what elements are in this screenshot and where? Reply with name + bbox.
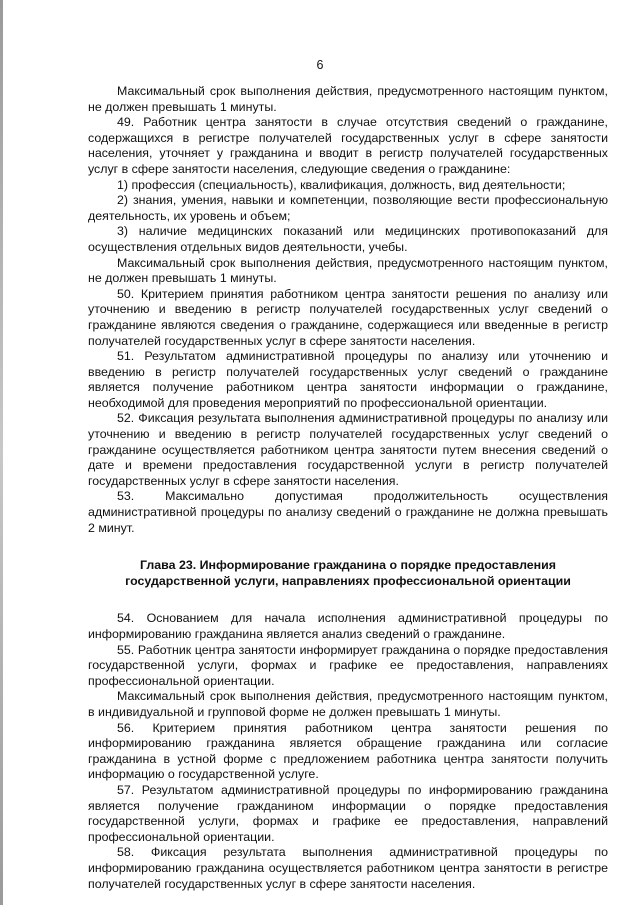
paragraph-52: 52. Фиксация результата выполнения административной процедуры по анализу или уточнению и введению в регистр получателей государственных услуг сведений о гражданине осуществляется работником центра занятости путем внесения сведений о дате и времени предоставления государственной услуги в регистр получателей государственных услуг в сфере занятости населения. — [88, 411, 608, 488]
chapter-heading — [88, 558, 608, 589]
paragraph-53: 53. Максимально допустимая продолжительность осуществления административной процедуры по анализу сведений о гражданине не должна превышать 2 минут. — [88, 489, 608, 535]
paragraph-50: 50. Критерием принятия работником центра занятости решения по анализу или уточнению и введению в регистр получателей государственных услуг сведений о гражданине являются сведения о гражданине, содержащиеся или введенные в регистр получателей государственных услуг в сфере занятости населения. — [88, 286, 608, 348]
list-item-1: 1) профессия (специальность), квалификация, должность, вид деятельности; — [117, 177, 566, 192]
paragraph: Максимальный срок выполнения действия, предусмотренного настоящим пунктом, в индивидуальной и групповой форме не должен превышать 1 минуты. — [88, 689, 608, 719]
list-item-3: 3) наличие медицинских показаний или медицинских противопоказаний для осуществления отдельных видов деятельности, учебы. — [88, 224, 608, 254]
paragraph-58: 58. Фиксация результата выполнения административной процедуры по информированию гражданина осуществляется работником центра занятости в регистре получателей государственных услуг в сфере занятости населения. — [88, 845, 608, 891]
document-body — [88, 84, 608, 892]
paragraph: Максимальный срок выполнения действия, предусмотренного настоящим пунктом, не должен превышать 1 минуты. — [88, 255, 608, 286]
paragraph-56: 56. Критерием принятия работником центра занятости решения по информированию гражданина является обращение гражданина или согласие гражданина в устной форме с предложением работника центра занятости получить информацию о государственной услуге. — [88, 720, 608, 782]
paragraph-51: 51. Результатом административной процедуры по анализу или уточнению и введению в регистр получателей государственных услуг сведений о гражданине является получение работником центра занятости информации о гражданине, необходимой для проведения мероприятий по профессиональной ориентации. — [88, 349, 608, 410]
list-item-2: 2) знания, умения, навыки и компетенции, позволяющие вести профессиональную деятельность, их уровень и объем; — [88, 193, 608, 223]
page-number: 6 — [316, 58, 324, 72]
paragraph-57: 57. Результатом административной процедуры по информированию гражданина является получение гражданином информации о порядке предоставления государственной услуги, формах и графике ее предоставления, направлений профессиональной ориентации. — [88, 782, 608, 844]
paragraph-49: 49. Работник центра занятости в случае отсутствия сведений о гражданине, содержащихся в регистре получателей государственных услуг в сфере занятости населения, уточняет у гражданина и вводит в регистр получателей государственных услуг в сфере занятости населения, следующие сведения о гражданине: — [88, 115, 608, 176]
scan-edge — [0, 0, 3, 905]
paragraph: Максимальный срок выполнения действия, предусмотренного настоящим пунктом, не должен превышать 1 минуты. — [88, 84, 608, 114]
paragraph-55: 55. Работник центра занятости информирует гражданина о порядке предоставления государственной услуги, формах и графике ее предоставления, направлениях профессиональной ориентации. — [88, 642, 608, 688]
chapter-heading-line-1: Глава 23. Информирование гражданина о порядке предоставления — [140, 558, 556, 573]
paragraph-54: 54. Основанием для начала исполнения административной процедуры по информированию гражданина является анализ сведений о гражданине. — [88, 611, 608, 641]
chapter-heading-line-2: государственной услуги, направлениях профессиональной ориентации — [125, 573, 571, 588]
